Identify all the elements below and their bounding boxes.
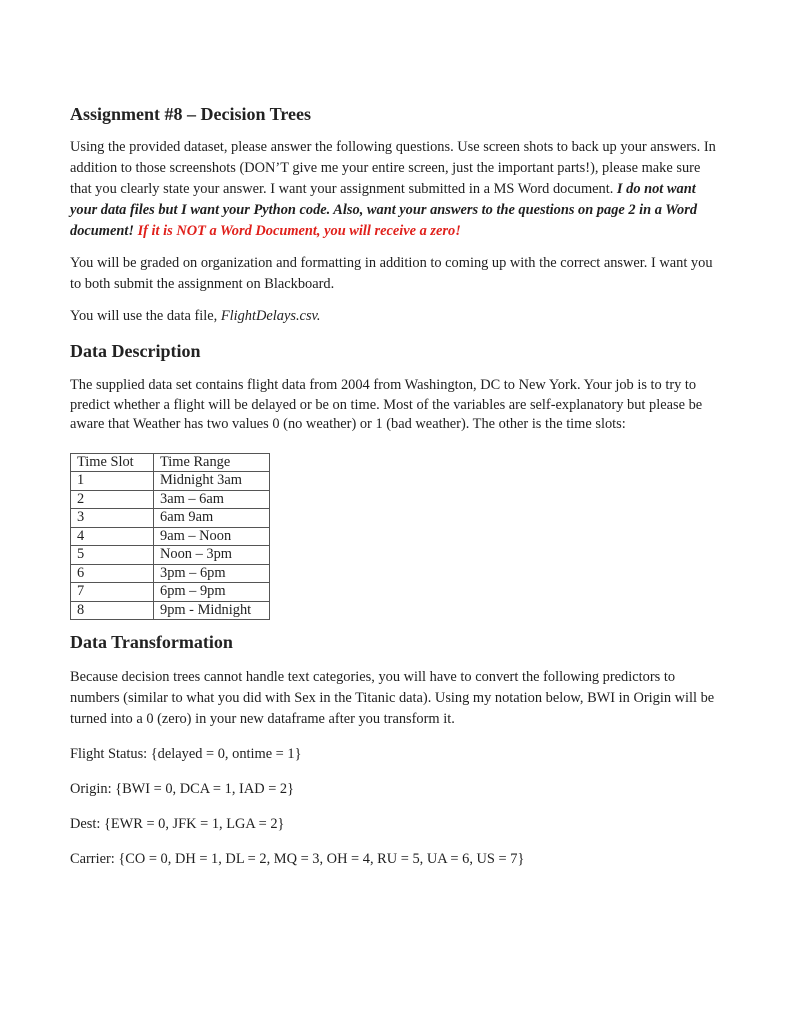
datafile-name: FlightDelays.csv. [220,308,321,324]
table-cell-range: Noon – 3pm [154,546,270,565]
table-cell-range: 6pm – 9pm [154,583,270,602]
intro-bold-italic-text: I do not want your data files but I want your Python code. Also, want your answers to the questions on page 2 in a Word document! [70,181,698,239]
table-row [71,472,270,491]
table-cell-slot: 3 [71,509,154,528]
time-slot-table [70,453,270,621]
table-cell-slot: 7 [71,583,154,602]
table-cell-slot: 5 [71,546,154,565]
table-cell-slot: 2 [71,490,154,509]
intro-paragraph [70,137,725,242]
table-cell-range: Midnight 3am [154,472,270,491]
data-transformation-paragraph: Because decision trees cannot handle text categories, you will have to convert the following predictors to numbers (similar to what you did with Sex in the Titanic data). Using my notation below, BWI in Origin will be turned into a 0 (zero) in your new dataframe after you transform it. [70,669,715,727]
table-header-cell: Time Slot [71,453,154,472]
table-cell-range: 3pm – 6pm [154,564,270,583]
rule-carrier: Carrier: {CO = 0, DH = 1, DL = 2, MQ = 3, OH = 4, RU = 5, UA = 6, US = 7} [70,851,525,867]
table-cell-range: 6am 9am [154,509,270,528]
grading-paragraph: You will be graded on organization and formatting in addition to coming up with the correct answer. I want you to both submit the assignment on Blackboard. [70,255,713,292]
assignment-title: Assignment #8 – Decision Trees [70,104,311,124]
table-cell-range: 3am – 6am [154,490,270,509]
rule-origin: Origin: {BWI = 0, DCA = 1, IAD = 2} [70,781,295,797]
table-row [71,546,270,565]
datafile-prefix: You will use the data file, [70,308,221,324]
table-header-cell: Time Range [154,453,270,472]
rule-flight-status: Flight Status: {delayed = 0, ontime = 1} [70,746,302,762]
document-page [70,104,725,884]
table-row [71,564,270,583]
table-row [71,490,270,509]
table-cell-slot: 1 [71,472,154,491]
table-cell-range: 9pm - Midnight [154,601,270,620]
table-row [71,527,270,546]
table-cell-slot: 6 [71,564,154,583]
data-description-heading: Data Description [70,341,201,361]
intro-text: Using the provided dataset, please answer the following questions. Use screen shots to back up your answers. In addition to those screenshots (DON’T give me your entire screen, just the important parts!), please make sure that you clearly state your answer. I want your assignment submitted in a MS Word document. [70,139,716,197]
table-row [71,583,270,602]
table-row [71,601,270,620]
table-cell-slot: 4 [71,527,154,546]
data-transformation-heading: Data Transformation [70,632,233,652]
table-header-row [71,453,270,472]
datafile-paragraph [70,306,725,327]
table-row [71,509,270,528]
data-description-paragraph: The supplied data set contains flight data from 2004 from Washington, DC to New York. Your job is to try to predict whether a flight will be delayed or be on time. Most of the variables are self-explanatory but please be aware that Weather has two values 0 (no weather) or 1 (bad weather). The other is the time slots: [70,377,703,432]
intro-warning-text: If it is NOT a Word Document, you will receive a zero! [133,223,461,239]
rule-dest: Dest: {EWR = 0, JFK = 1, LGA = 2} [70,816,285,832]
table-cell-range: 9am – Noon [154,527,270,546]
table-cell-slot: 8 [71,601,154,620]
